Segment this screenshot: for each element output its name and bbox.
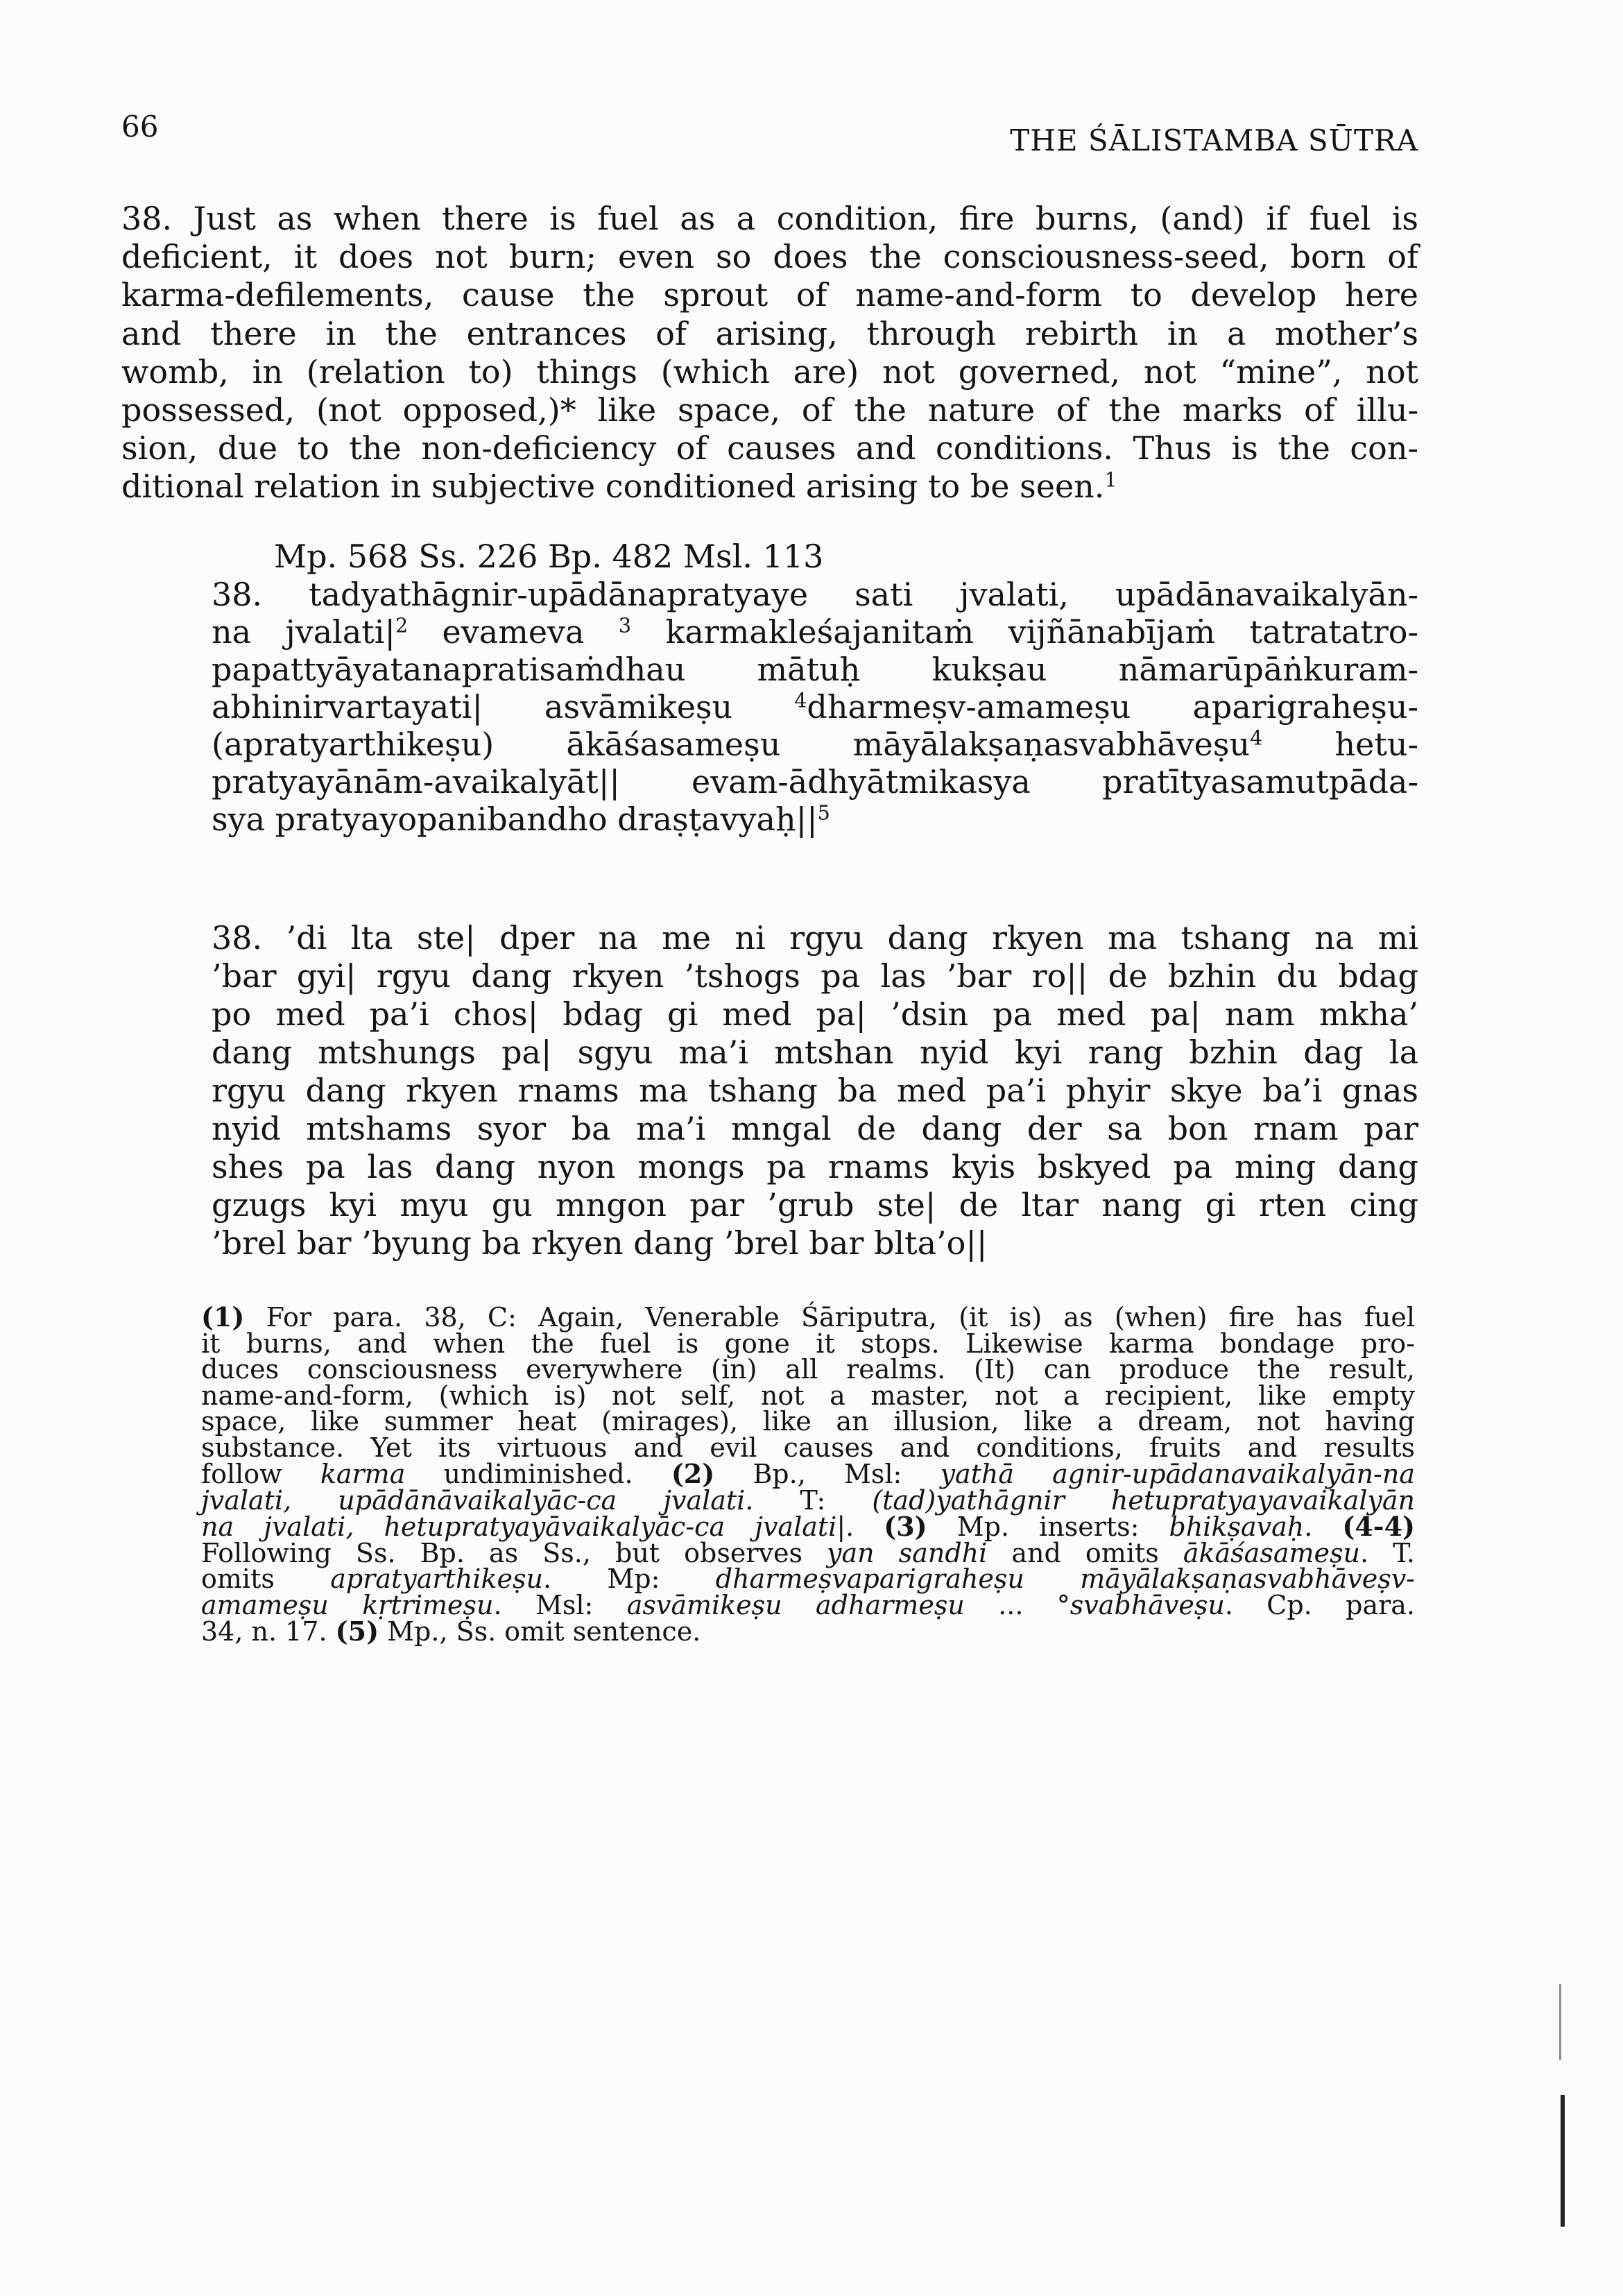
footnote-text: Mp. inserts: [927,1511,1169,1542]
footnote-ref: 1 [1104,468,1117,492]
footnote-line: substance. Yet its virtuous and evil causes and conditions, fruits and results [201,1432,1415,1463]
footnote-line: name-and-form, (which is) not self, not a master, not a recipient, like empty [201,1380,1415,1411]
footnote-text: . T. [1360,1537,1415,1568]
tibetan-line: rgyu dang rkyen rnams ma tshang ba med pa’i phyir skye ba’i gnas [212,1072,1418,1109]
footnote-line [201,1537,1415,1568]
tibetan-paragraph [212,919,1418,1262]
sanskrit-text: sya pratyayopanibandho draṣṭavyaḥ|| [212,800,818,838]
footnote-text: Mp., Ss. omit sentence. [379,1616,701,1647]
footnote-line [201,1458,1416,1489]
footnote-ref: 3 [618,614,632,637]
footnote-line [201,1563,1416,1594]
sanskrit-text: abhinirvartayati| asvāmikeṣu [212,688,795,726]
footnote-italic: apratyarthikeṣu [330,1563,543,1594]
footnote-text: ... ° [964,1589,1070,1620]
tibetan-line: po med pa’i chos| bdag gi med pa| ’dsin pa med pa| nam mkha’ [212,995,1418,1033]
english-line: possessed, (not opposed,)* like space, of the nature of the marks of illu- [121,391,1418,429]
footnote-line: duces consciousness everywhere (in) all realms. (It) can produce the result, [201,1354,1415,1385]
footnote-number: (5) [335,1616,379,1647]
footnote-text: 34, n. 17. [201,1616,336,1647]
page-header [121,110,1418,158]
scan-margin-mark [1559,1984,1561,2060]
footnote-number: (4-4) [1342,1511,1415,1542]
footnote-line: it burns, and when the fuel is gone it stops. Likewise karma bondage pro- [201,1328,1415,1359]
tibetan-line: gzugs kyi myu gu mngon par ’grub ste| de ltar nang gi rten cing [212,1186,1418,1224]
tibetan-line: 38. ’di lta ste| dper na me ni rgyu dang rkyen ma tshang na mi [212,919,1418,957]
sanskrit-line: 38. tadyathāgnir-upādānapratyaye sati jvalati, upādānavaikalyān- [212,576,1418,613]
tibetan-line: shes pa las dang nyon mongs pa rnams kyis bskyed pa ming dang [212,1148,1418,1185]
footnote-ref: 2 [395,614,409,637]
footnote-text: Following Ss. Bp. as Ss., but observes [201,1537,827,1568]
footnote-italic: (tad)yathāgnir hetupratyayavaikalyān [872,1484,1416,1516]
sanskrit-text: hetu- [1262,726,1419,763]
footnote-line-last [201,1618,1415,1645]
footnote-ref: 4 [794,689,807,712]
footnote-italic: yathā agnir-upādanavaikalyān-na [940,1459,1416,1489]
sanskrit-line [212,613,1418,651]
sanskrit-text: (apratyarthikeṣu) ākāśasameṣu māyālakṣaṇasvabhāveṣu [212,726,1251,763]
footnote-italic: amameṣu kṛtrimeṣu [201,1589,494,1620]
sanskrit-text: dharmeṣv-amameṣu aparigraheṣu- [807,688,1418,726]
tibetan-line-last: ’brel bar ’byung ba rkyen dang ’brel bar blta’o|| [212,1224,988,1262]
footnote-italic: yan sandhi [827,1537,988,1568]
page-number: 66 [121,110,159,144]
tibetan-line: dang mtshungs pa| sgyu ma’i mtshan nyid kyi rang bzhin dag la [212,1034,1418,1071]
english-line: deficient, it does not burn; even so does the consciousness-seed, born of [121,238,1418,276]
footnote-italic: dharmeṣvaparigraheṣu māyālakṣaṇasvabhāveṣv- [715,1563,1416,1594]
footnote-number: (2) [671,1458,715,1489]
sanskrit-line-last [212,800,1418,838]
footnotes [201,1301,1416,1647]
footnote-italic: na jvalati, hetupratyayāvaikalyāc-ca jvalati [201,1511,837,1542]
footnote-italic: asvāmikeṣu adharmeṣu [626,1589,965,1620]
footnote-line: space, like summer heat (mirages), like an illusion, like a dream, not having [201,1406,1415,1437]
english-line-text: ditional relation in subjective conditioned arising to be seen. [121,468,1105,506]
footnote-text: |. [836,1511,884,1542]
footnote-ref: 5 [817,801,830,825]
english-line: karma-defilements, cause the sprout of name-and-form to develop here [121,276,1418,314]
footnote-line [201,1589,1415,1620]
footnote-italic: bhikṣavaḥ [1169,1511,1305,1542]
english-line: womb, in (relation to) things (which are) not governed, not “mine”, not [121,352,1418,391]
sanskrit-paragraph [212,576,1418,838]
footnote-text: Bp., Msl: [714,1459,941,1489]
english-paragraph [121,200,1418,506]
footnote-italic: svabhāveṣu [1070,1589,1225,1620]
sanskrit-source-reference: Mp. 568 Ss. 226 Bp. 482 Msl. 113 [274,538,824,575]
sanskrit-text: na jvalati| [212,613,395,651]
footnote-text: omits [201,1563,331,1594]
footnote-italic: karma [320,1459,406,1489]
scan-margin-mark [1561,2095,1565,2227]
footnote-line [201,1484,1416,1516]
english-line: and there in the entrances of arising, through rebirth in a mother’s [121,314,1418,352]
english-line-last [121,468,1418,506]
sanskrit-line [212,726,1418,763]
footnote-number: (3) [884,1511,927,1542]
sanskrit-line [212,688,1418,726]
footnote-line [201,1511,1415,1542]
tibetan-line: nyid mtshams syor ba ma’i mngal de dang der sa bon rnam par [212,1110,1418,1147]
sanskrit-line: papattyāyatanapratisaṁdhau mātuḥ kukṣau nāmarūpāṅkuram- [212,651,1418,688]
footnote-text: . Mp: [542,1563,716,1594]
running-title: THE ŚĀLISTAMBA SŪTRA [1010,123,1418,157]
footnote-italic: jvalati, upādānāvaikalyāc-ca jvalati. [201,1484,754,1516]
sanskrit-text: karmakleśajanitaṁ vijñānabījaṁ tatratatro- [631,613,1418,651]
footnote-line [201,1301,1415,1333]
english-line: sion, due to the non-deficiency of causes and conditions. Thus is the con- [121,429,1418,468]
footnote-text: undiminished. [405,1459,671,1489]
footnote-text: T: [753,1484,873,1516]
sanskrit-text: evameva [408,613,619,651]
footnote-ref: 4 [1250,726,1263,750]
footnote-text: . Msl: [493,1589,627,1620]
sanskrit-line: pratyayānām-avaikalyāt|| evam-ādhyātmikasya pratītyasamutpāda- [212,763,1418,800]
footnote-number: (1) [201,1301,245,1333]
footnote-text: For para. 38, C: Again, Venerable Śāriputra, (it is) as (when) fire has fuel [244,1302,1415,1333]
tibetan-line: ’bar gyi| rgyu dang rkyen ’tshogs pa las ’bar ro|| de bzhin du bdag [212,957,1418,995]
english-line: 38. Just as when there is fuel as a condition, fire burns, (and) if fuel is [121,200,1418,237]
footnote-text: and omits [987,1537,1183,1568]
footnote-text: . Cp. para. [1224,1589,1415,1620]
footnote-text: follow [201,1459,320,1489]
footnote-italic: ākāśasameṣu [1183,1537,1360,1568]
footnote-text: . [1304,1511,1343,1542]
